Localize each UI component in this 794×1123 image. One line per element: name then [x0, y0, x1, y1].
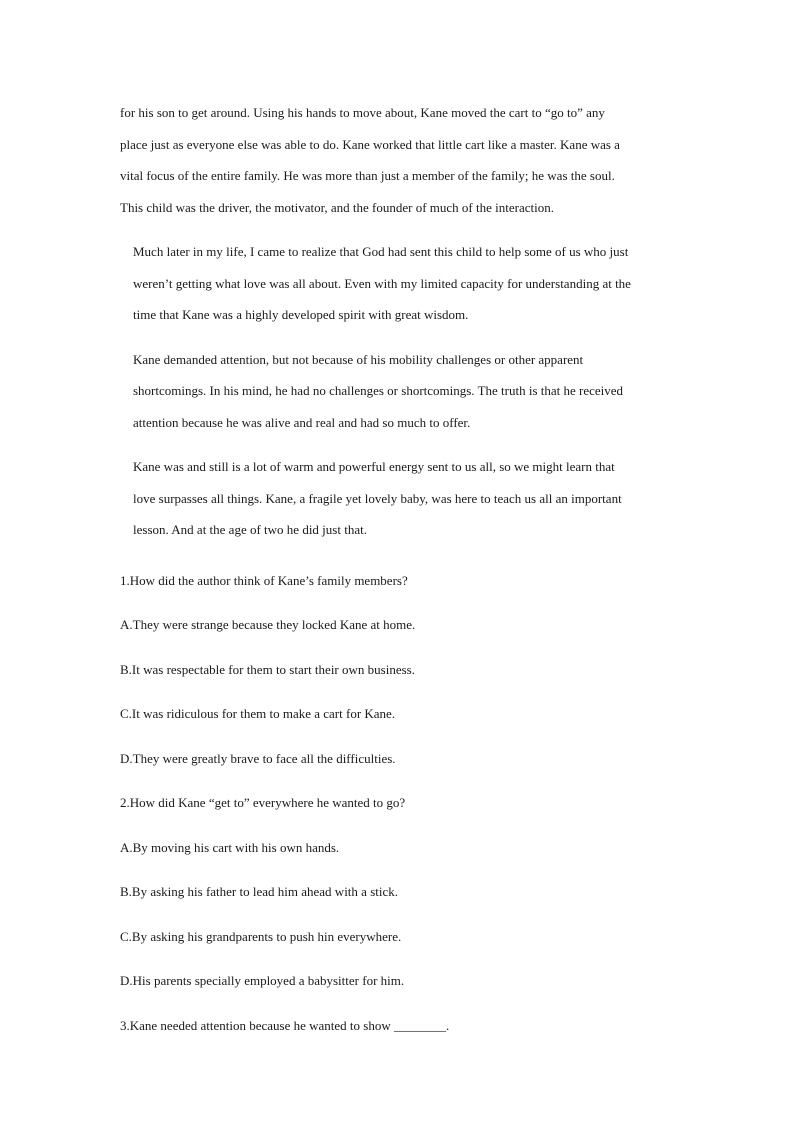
passage-line: vital focus of the entire family. He was more than just a member of the family; he was the soul. [120, 168, 615, 183]
question-1-option-a: A.They were strange because they locked Kane at home. [120, 617, 416, 632]
question-3-stem: 3.Kane needed attention because he wanted to show ________. [120, 1017, 450, 1033]
passage-line: attention because he was alive and real and had so much to offer. [133, 414, 471, 430]
passage-line: place just as everyone else was able to do. Kane worked that little cart like a master. Kane was a [120, 136, 620, 152]
passage-paragraph-3 [120, 344, 675, 439]
passage-line: shortcomings. In his mind, he had no challenges or shortcomings. The truth is that he received [133, 383, 624, 398]
passage-line: time that Kane was a highly developed spirit with great wisdom. [133, 307, 469, 322]
question-2-stem: 2.How did Kane “get to” everywhere he wanted to go? [120, 795, 406, 810]
question-1-option-d: D.They were greatly brave to face all the difficulties. [120, 750, 396, 766]
question-2-option-c: C.By asking his grandparents to push hin everywhere. [120, 928, 402, 944]
passage-paragraph-2 [120, 236, 675, 331]
passage-line: Much later in my life, I came to realize that God had sent this child to help some of us who just [133, 244, 629, 259]
question-list [120, 559, 675, 1049]
question-2-option-b: B.By asking his father to lead him ahead with a stick. [120, 884, 398, 899]
question-2-option-d: D.His parents specially employed a babysitter for him. [120, 973, 405, 988]
passage-line: Kane was and still is a lot of warm and powerful energy sent to us all, so we might learn that [133, 459, 615, 474]
passage-line: weren’t getting what love was all about. Even with my limited capacity for understanding at the [133, 275, 631, 291]
passage-line: Kane demanded attention, but not because of his mobility challenges or other apparent [133, 351, 584, 367]
question-1-option-c: C.It was ridiculous for them to make a cart for Kane. [120, 706, 396, 721]
question-1-option-b: B.It was respectable for them to start their own business. [120, 661, 415, 677]
passage-line: This child was the driver, the motivator, and the founder of much of the interaction. [120, 199, 554, 215]
document-body [120, 97, 675, 1048]
passage-paragraph-1 [120, 97, 675, 223]
passage-paragraph-4 [120, 451, 675, 546]
question-1-stem: 1.How did the author think of Kane’s family members? [120, 572, 408, 588]
question-2-option-a: A.By moving his cart with his own hands. [120, 839, 340, 855]
passage-line: for his son to get around. Using his hands to move about, Kane moved the cart to “go to” any [120, 105, 605, 120]
passage-line: lesson. And at the age of two he did just that. [133, 522, 367, 537]
passage-line: love surpasses all things. Kane, a fragile yet lovely baby, was here to teach us all an important [133, 490, 622, 506]
